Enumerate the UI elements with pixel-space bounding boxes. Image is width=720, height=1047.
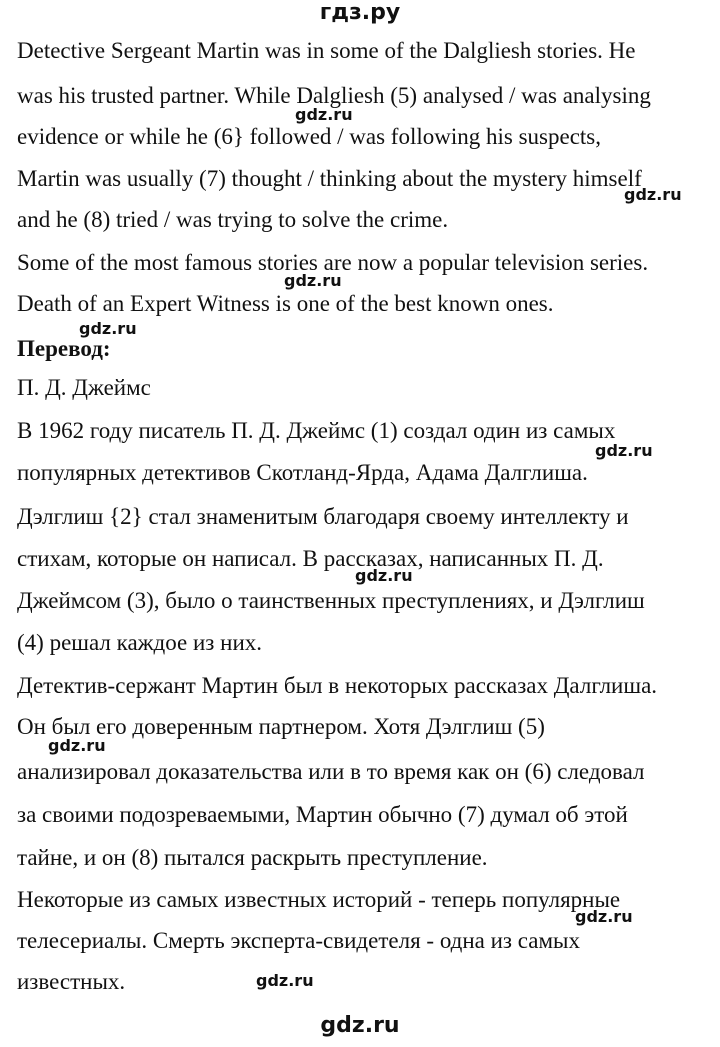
english-line: Martin was usually (7) thought / thinking about the mystery himself: [17, 166, 642, 191]
russian-line: Детектив-сержант Мартин был в некоторых рассказах Далглиша.: [17, 673, 658, 698]
russian-line: Некоторые из самых известных историй - теперь популярные: [17, 887, 621, 912]
english-line: was his trusted partner. While Dalgliesh (5) analysed / was analysing: [17, 83, 651, 108]
russian-line: известных.: [17, 969, 126, 994]
russian-line: Джеймсом (3), было о таинственных преступлениях, и Дэлглиш: [17, 588, 645, 613]
watermark: gdz.ru: [575, 907, 633, 926]
watermark: gdz.ru: [295, 105, 353, 124]
russian-line: Дэлглиш {2} стал знаменитым благодаря своему интеллекту и: [17, 504, 629, 529]
russian-line: В 1962 году писатель П. Д. Джеймс (1) создал один из самых: [17, 418, 616, 443]
watermark: gdz.ru: [256, 971, 314, 990]
english-line: Detective Sergeant Martin was in some of the Dalgliesh stories. He: [17, 38, 636, 63]
russian-line: стихам, которые он написал. В рассказах, написанных П. Д.: [17, 546, 604, 571]
english-line: Death of an Expert Witness is one of the best known ones.: [17, 291, 554, 316]
english-line: evidence or while he (6} followed / was following his suspects,: [17, 124, 601, 149]
watermark: gdz.ru: [595, 441, 653, 460]
translation-heading: Перевод:: [17, 336, 111, 361]
russian-line: за своими подозреваемыми, Мартин обычно (7) думал об этой: [17, 802, 628, 827]
watermark: gdz.ru: [355, 566, 413, 585]
watermark: gdz.ru: [624, 185, 682, 204]
watermark: gdz.ru: [79, 319, 137, 338]
site-footer: gdz.ru: [320, 1013, 400, 1038]
russian-line: П. Д. Джеймс: [17, 375, 151, 400]
english-line: and he (8) tried / was trying to solve the crime.: [17, 207, 449, 232]
watermark: gdz.ru: [284, 271, 342, 290]
russian-line: (4) решал каждое из них.: [17, 630, 263, 655]
english-line: Some of the most famous stories are now a popular television series.: [17, 250, 649, 275]
russian-line: тайне, и он (8) пытался раскрыть преступление.: [17, 845, 488, 870]
site-header: гдз.ру: [319, 0, 401, 25]
russian-line: Он был его доверенным партнером. Хотя Дэлглиш (5): [17, 714, 545, 739]
russian-line: телесериалы. Смерть эксперта-свидетеля - одна из самых: [17, 928, 580, 953]
russian-line: популярных детективов Скотланд-Ярда, Адама Далглиша.: [17, 460, 588, 485]
watermark: gdz.ru: [48, 736, 106, 755]
russian-line: анализировал доказательства или в то время как он (6) следовал: [17, 759, 645, 784]
